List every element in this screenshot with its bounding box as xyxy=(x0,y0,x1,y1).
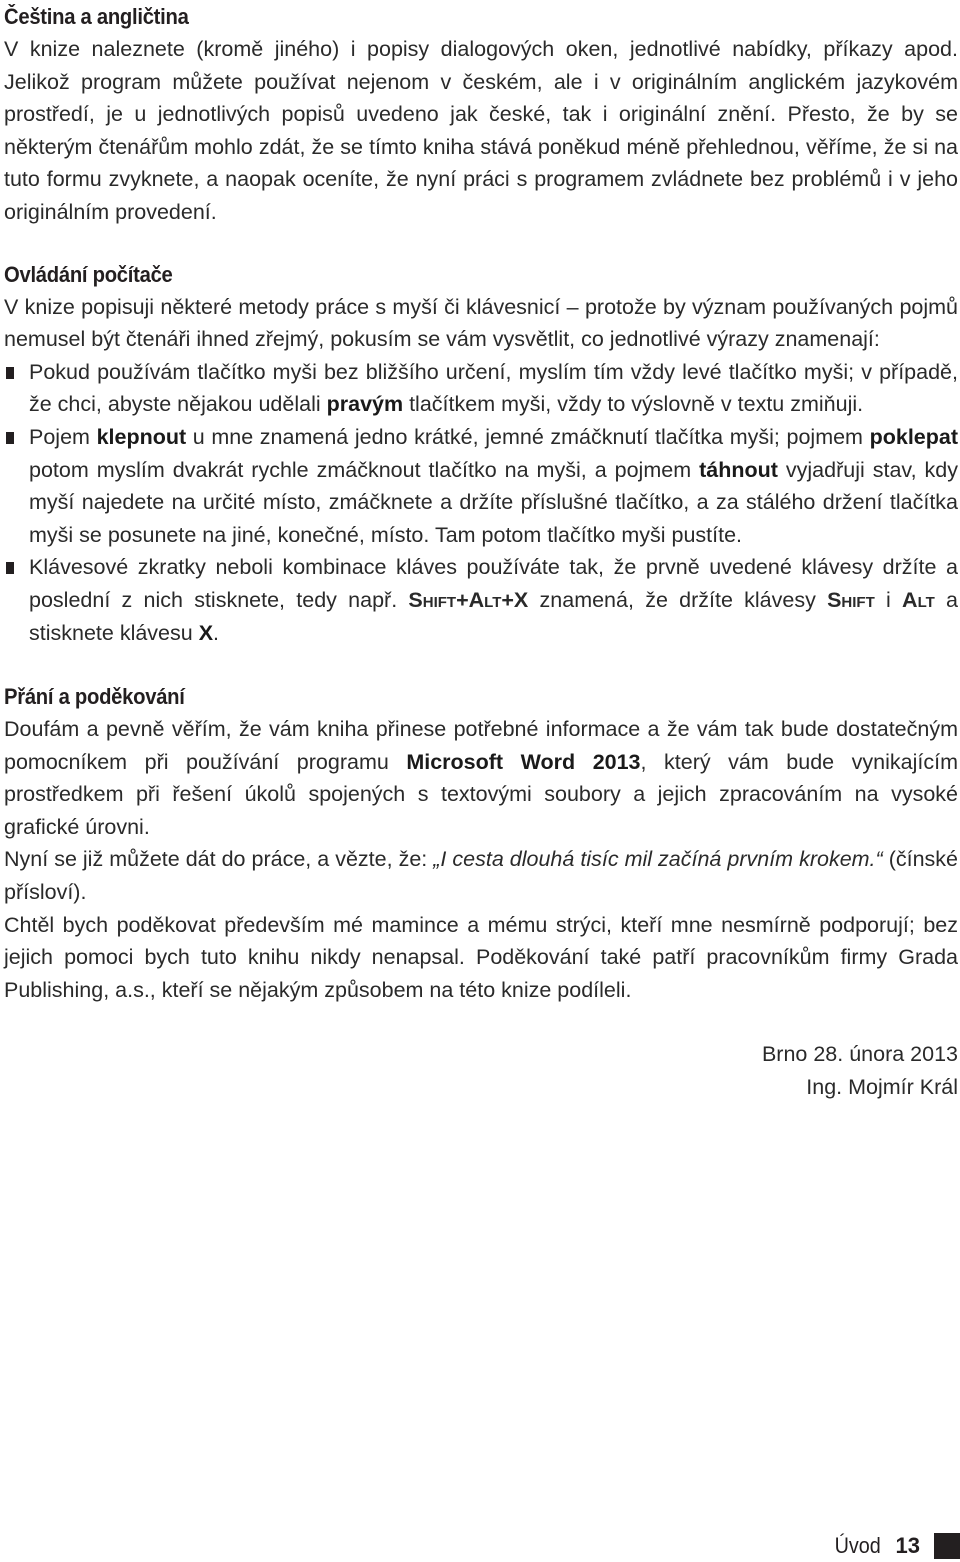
bullet-list xyxy=(4,356,958,649)
page-footer xyxy=(832,1530,960,1562)
footer-square-icon xyxy=(934,1533,960,1559)
key-shortcut: Shift+Alt+X xyxy=(408,587,529,612)
text: potom myslím dvakrát rychle zmáčknout tlačítko na myši, a pojmem xyxy=(29,457,700,482)
text: . xyxy=(213,620,220,645)
text: Nyní se již můžete dát do práce, a vězte, že: xyxy=(4,847,434,872)
text: Klávesové zkratky neboli kombinace kláves používáte tak, že prvně uvedené klávesy držíte a poslední z nich stisknete, tedy např. xyxy=(29,555,958,612)
signature-author: Ing. Mojmír Král xyxy=(806,1075,958,1100)
bullet-icon xyxy=(6,562,14,574)
text: , který vám bude vynikajícím prostředkem při řešení úkolů spojených s textovými soubory a jejich zpracováním na vysoké grafické úrovni. xyxy=(4,749,958,839)
paragraph-czech-english: V knize naleznete (kromě jiného) i popisy dialogových oken, jednotlivé nabídky, příkazy apod. Jelikož program můžete používat nejenom v českém, ale i v originálním anglickém jazykovém prostředí, je u jednotlivých popisů uvedeno jak české, tak i originální znění. Přesto, že by se některým čtenářům mohlo zdát, že se tímto kniha stává poněkud méně přehlednou, věříme, že si na tuto formu zvyknete, a naopak oceníte, že nyní práci s programem zvládnete bez problémů i v jeho originálním provedení. xyxy=(4,37,958,224)
text: i xyxy=(874,587,903,612)
list-item xyxy=(4,551,958,649)
page-number: 13 xyxy=(895,1533,920,1558)
emphasis: pravým xyxy=(326,392,404,417)
section-heading-czech-english: Čeština a angličtina xyxy=(4,4,189,29)
bullet-icon xyxy=(6,367,14,379)
emphasis: klepnout xyxy=(96,424,187,449)
page-content xyxy=(4,0,958,1104)
key-name: X xyxy=(198,620,214,645)
key-name: Alt xyxy=(902,587,935,612)
signature-date: Brno 28. února 2013 xyxy=(761,1042,958,1067)
paragraph-wishes xyxy=(4,713,958,843)
paragraph-proverb xyxy=(4,843,958,908)
list-item xyxy=(4,421,958,551)
text: vyjadřuji stav, kdy myší najedete na určité místo, zmáčknete a držíte příslušné tlačítko, a za stálého držení tlačítka myši se posunete na jiné, konečné, místo. Tam potom tlačítko myši pustíte. xyxy=(29,457,958,547)
list-item xyxy=(4,356,958,421)
chapter-label: Úvod xyxy=(834,1533,881,1558)
proverb-quote: „I cesta dlouhá tisíc mil začíná prvním krokem.“ xyxy=(433,847,883,872)
text: (čínské přísloví). xyxy=(4,847,958,905)
key-name: Shift xyxy=(827,587,875,612)
section-heading-computer-control: Ovládání počítače xyxy=(4,261,173,287)
text: znamená, že držíte klávesy xyxy=(528,587,828,612)
emphasis: Microsoft Word 2013 xyxy=(406,749,641,774)
emphasis: poklepat xyxy=(869,424,958,449)
text: Pokud používám tlačítko myši bez bližšího určení, myslím tím vždy levé tlačítko myši; v případě, že chci, abyste nějakou udělali xyxy=(29,359,958,417)
text: Pojem xyxy=(29,424,97,449)
section-heading-wishes-thanks: Přání a poděkování xyxy=(4,684,185,710)
paragraph-computer-control-intro: V knize popisuji některé metody práce s myší či klávesnicí – protože by význam používaných pojmů nemusel být čtenáři ihned zřejmý, pokusím se vám vysvětlit, co jednotlivé výrazy znamenají: xyxy=(4,294,958,352)
text: tlačítkem myši, vždy to výslovně v textu zmiňuji. xyxy=(403,392,864,417)
text: u mne znamená jedno krátké, jemné zmáčknutí tlačítka myši; pojmem xyxy=(186,424,870,449)
emphasis: táhnout xyxy=(699,457,778,482)
signature-block xyxy=(4,1038,958,1103)
text: Doufám a pevně věřím, že vám kniha přinese potřebné informace a že vám tak bude dostatečným pomocníkem při používání programu xyxy=(4,717,958,774)
bullet-icon xyxy=(6,432,14,444)
paragraph-thanks: Chtěl bych poděkovat především mé mamince a mému strýci, kteří mne nesmírně podporují; bez jejich pomoci bych tuto knihu nikdy nenapsal. Poděkování také patří pracovníkům firmy Grada Publishing, a.s., kteří se nějakým způsobem na této knize podíleli. xyxy=(4,912,958,1002)
text: a stisknete klávesu xyxy=(29,587,958,645)
